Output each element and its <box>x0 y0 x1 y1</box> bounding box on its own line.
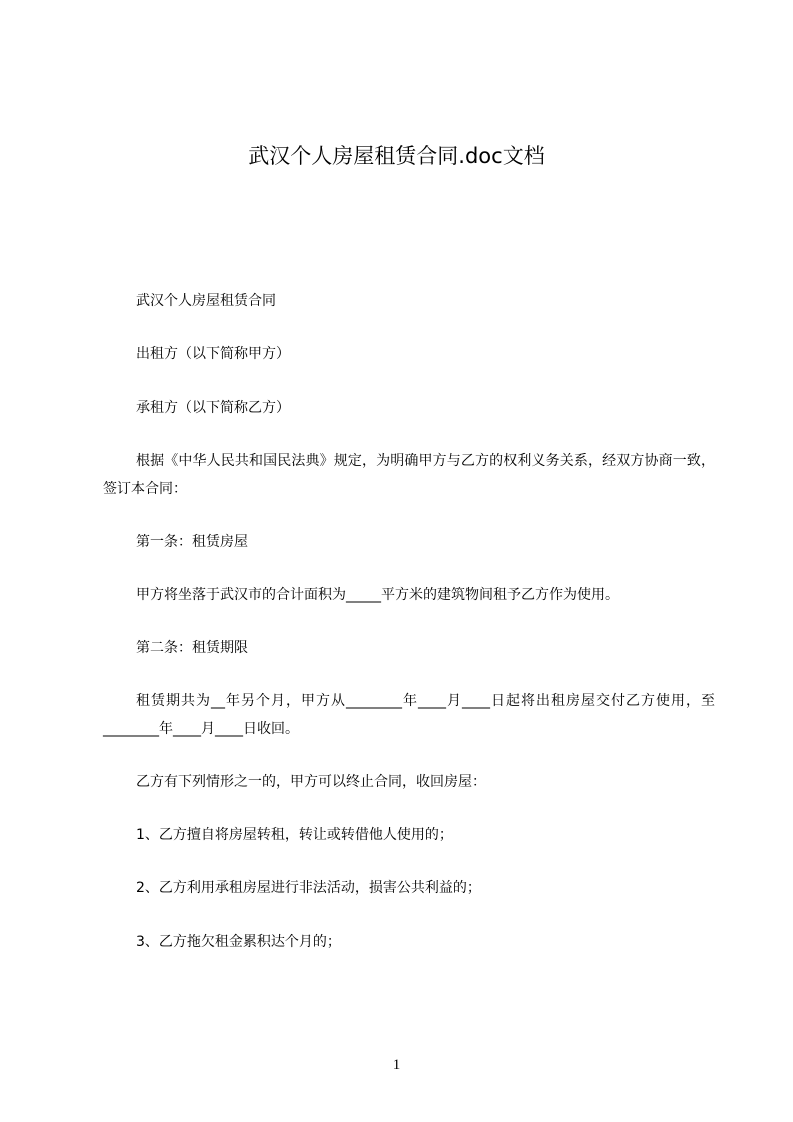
preamble-paragraph: 根据《中华人民共和国民法典》规定，为明确甲方与乙方的权利义务关系，经双方协商一致，签订本合同： <box>103 453 715 497</box>
lessor-line: 出租方（以下简称甲方） <box>136 346 290 362</box>
document-title: 武汉个人房屋租赁合同.doc文档 <box>248 144 545 168</box>
contract-heading: 武汉个人房屋租赁合同 <box>136 293 276 309</box>
list-item: 2、乙方利用承租房屋进行非法活动，损害公共利益的； <box>136 880 481 896</box>
article-2-heading: 第二条：租赁期限 <box>136 640 248 656</box>
list-item: 1、乙方擅自将房屋转租，转让或转借他人使用的； <box>136 827 453 843</box>
list-item: 3、乙方拖欠租金累积达个月的； <box>136 934 341 950</box>
termination-intro: 乙方有下列情形之一的，甲方可以终止合同，收回房屋： <box>136 774 486 790</box>
article-1-heading: 第一条：租赁房屋 <box>136 534 248 550</box>
article-1-body: 甲方将坐落于武汉市的合计面积为_____平方米的建筑物间租予乙方作为使用。 <box>136 587 619 603</box>
lessee-line: 承租方（以下简称乙方） <box>136 400 290 416</box>
article-2-body: 租赁期共为__年另个月，甲方从________年____月____日起将出租房屋交付乙方使用，至________年____月____日收回。 <box>103 693 715 737</box>
page-number: 1 <box>392 1057 401 1073</box>
